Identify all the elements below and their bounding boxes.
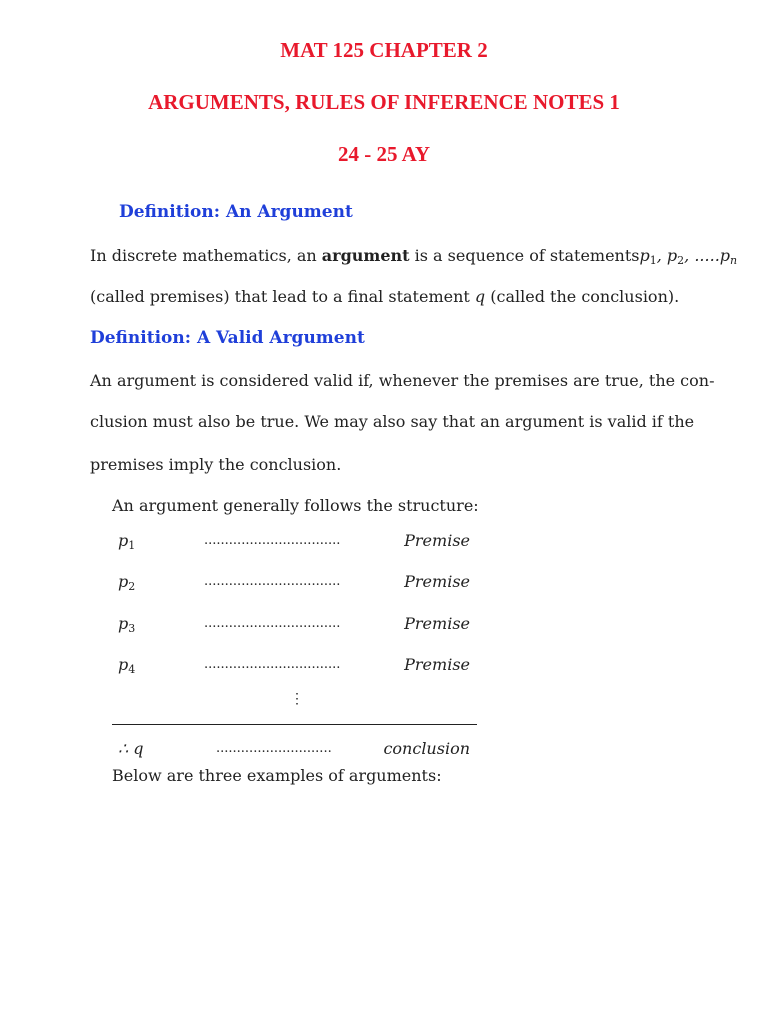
leader-dots: .................................: [204, 533, 341, 548]
definition-valid-line-1: An argument is considered valid if, whenever the premises are true, the con-: [90, 371, 715, 390]
vertical-ellipsis: ⋮: [290, 691, 304, 707]
text-segment: is a sequence of statements: [409, 246, 640, 265]
premise-label: Premise: [404, 531, 470, 550]
text-segment: (called premises) that lead to a final statement: [90, 287, 475, 306]
academic-year: 24 - 25 AY: [338, 142, 430, 166]
text-segment: (called the conclusion).: [485, 287, 680, 306]
conclusion-variable: q: [474, 287, 486, 306]
premise-sequence: $p_1$, $p_2$, $.....p_n$: [639, 246, 738, 267]
structure-row: [118, 614, 478, 636]
conclusion-symbol: ∴ q: [118, 739, 144, 758]
premise-symbol: $p_1$: [118, 531, 136, 552]
leader-dots: .................................: [204, 657, 341, 672]
document-subtitle: ARGUMENTS, RULES OF INFERENCE NOTES 1: [148, 90, 620, 114]
conclusion-rule: [112, 724, 477, 725]
premise-label: Premise: [404, 614, 470, 633]
premise-symbol: $p_4$: [118, 655, 136, 676]
premise-symbol: $p_2$: [118, 572, 136, 593]
structure-intro: An argument generally follows the structure:: [112, 496, 479, 515]
leader-dots: .................................: [204, 574, 341, 589]
premise-label: Premise: [404, 655, 470, 674]
structure-row: [118, 572, 478, 594]
bold-term-argument: argument: [321, 246, 410, 265]
leader-dots: .................................: [204, 616, 341, 631]
premise-label: Premise: [404, 572, 470, 591]
text-segment: In discrete mathematics, an: [90, 246, 322, 265]
definition-heading-argument: Definition: An Argument: [119, 202, 353, 222]
definition-valid-line-2: clusion must also be true. We may also say that an argument is valid if the: [90, 412, 695, 431]
leader-dots: ............................: [216, 741, 332, 756]
definition-valid-line-3: premises imply the conclusion.: [90, 455, 342, 474]
conclusion-row: [118, 739, 478, 761]
document-title: MAT 125 CHAPTER 2: [280, 38, 488, 62]
examples-intro: Below are three examples of arguments:: [112, 766, 442, 785]
premise-symbol: $p_3$: [118, 614, 136, 635]
definition-heading-valid-argument: Definition: A Valid Argument: [90, 328, 365, 348]
conclusion-label: conclusion: [383, 739, 470, 758]
definition-argument-line-1: [90, 246, 737, 267]
structure-row: [118, 655, 478, 677]
definition-argument-line-2: [90, 287, 679, 306]
structure-row: [118, 531, 478, 553]
